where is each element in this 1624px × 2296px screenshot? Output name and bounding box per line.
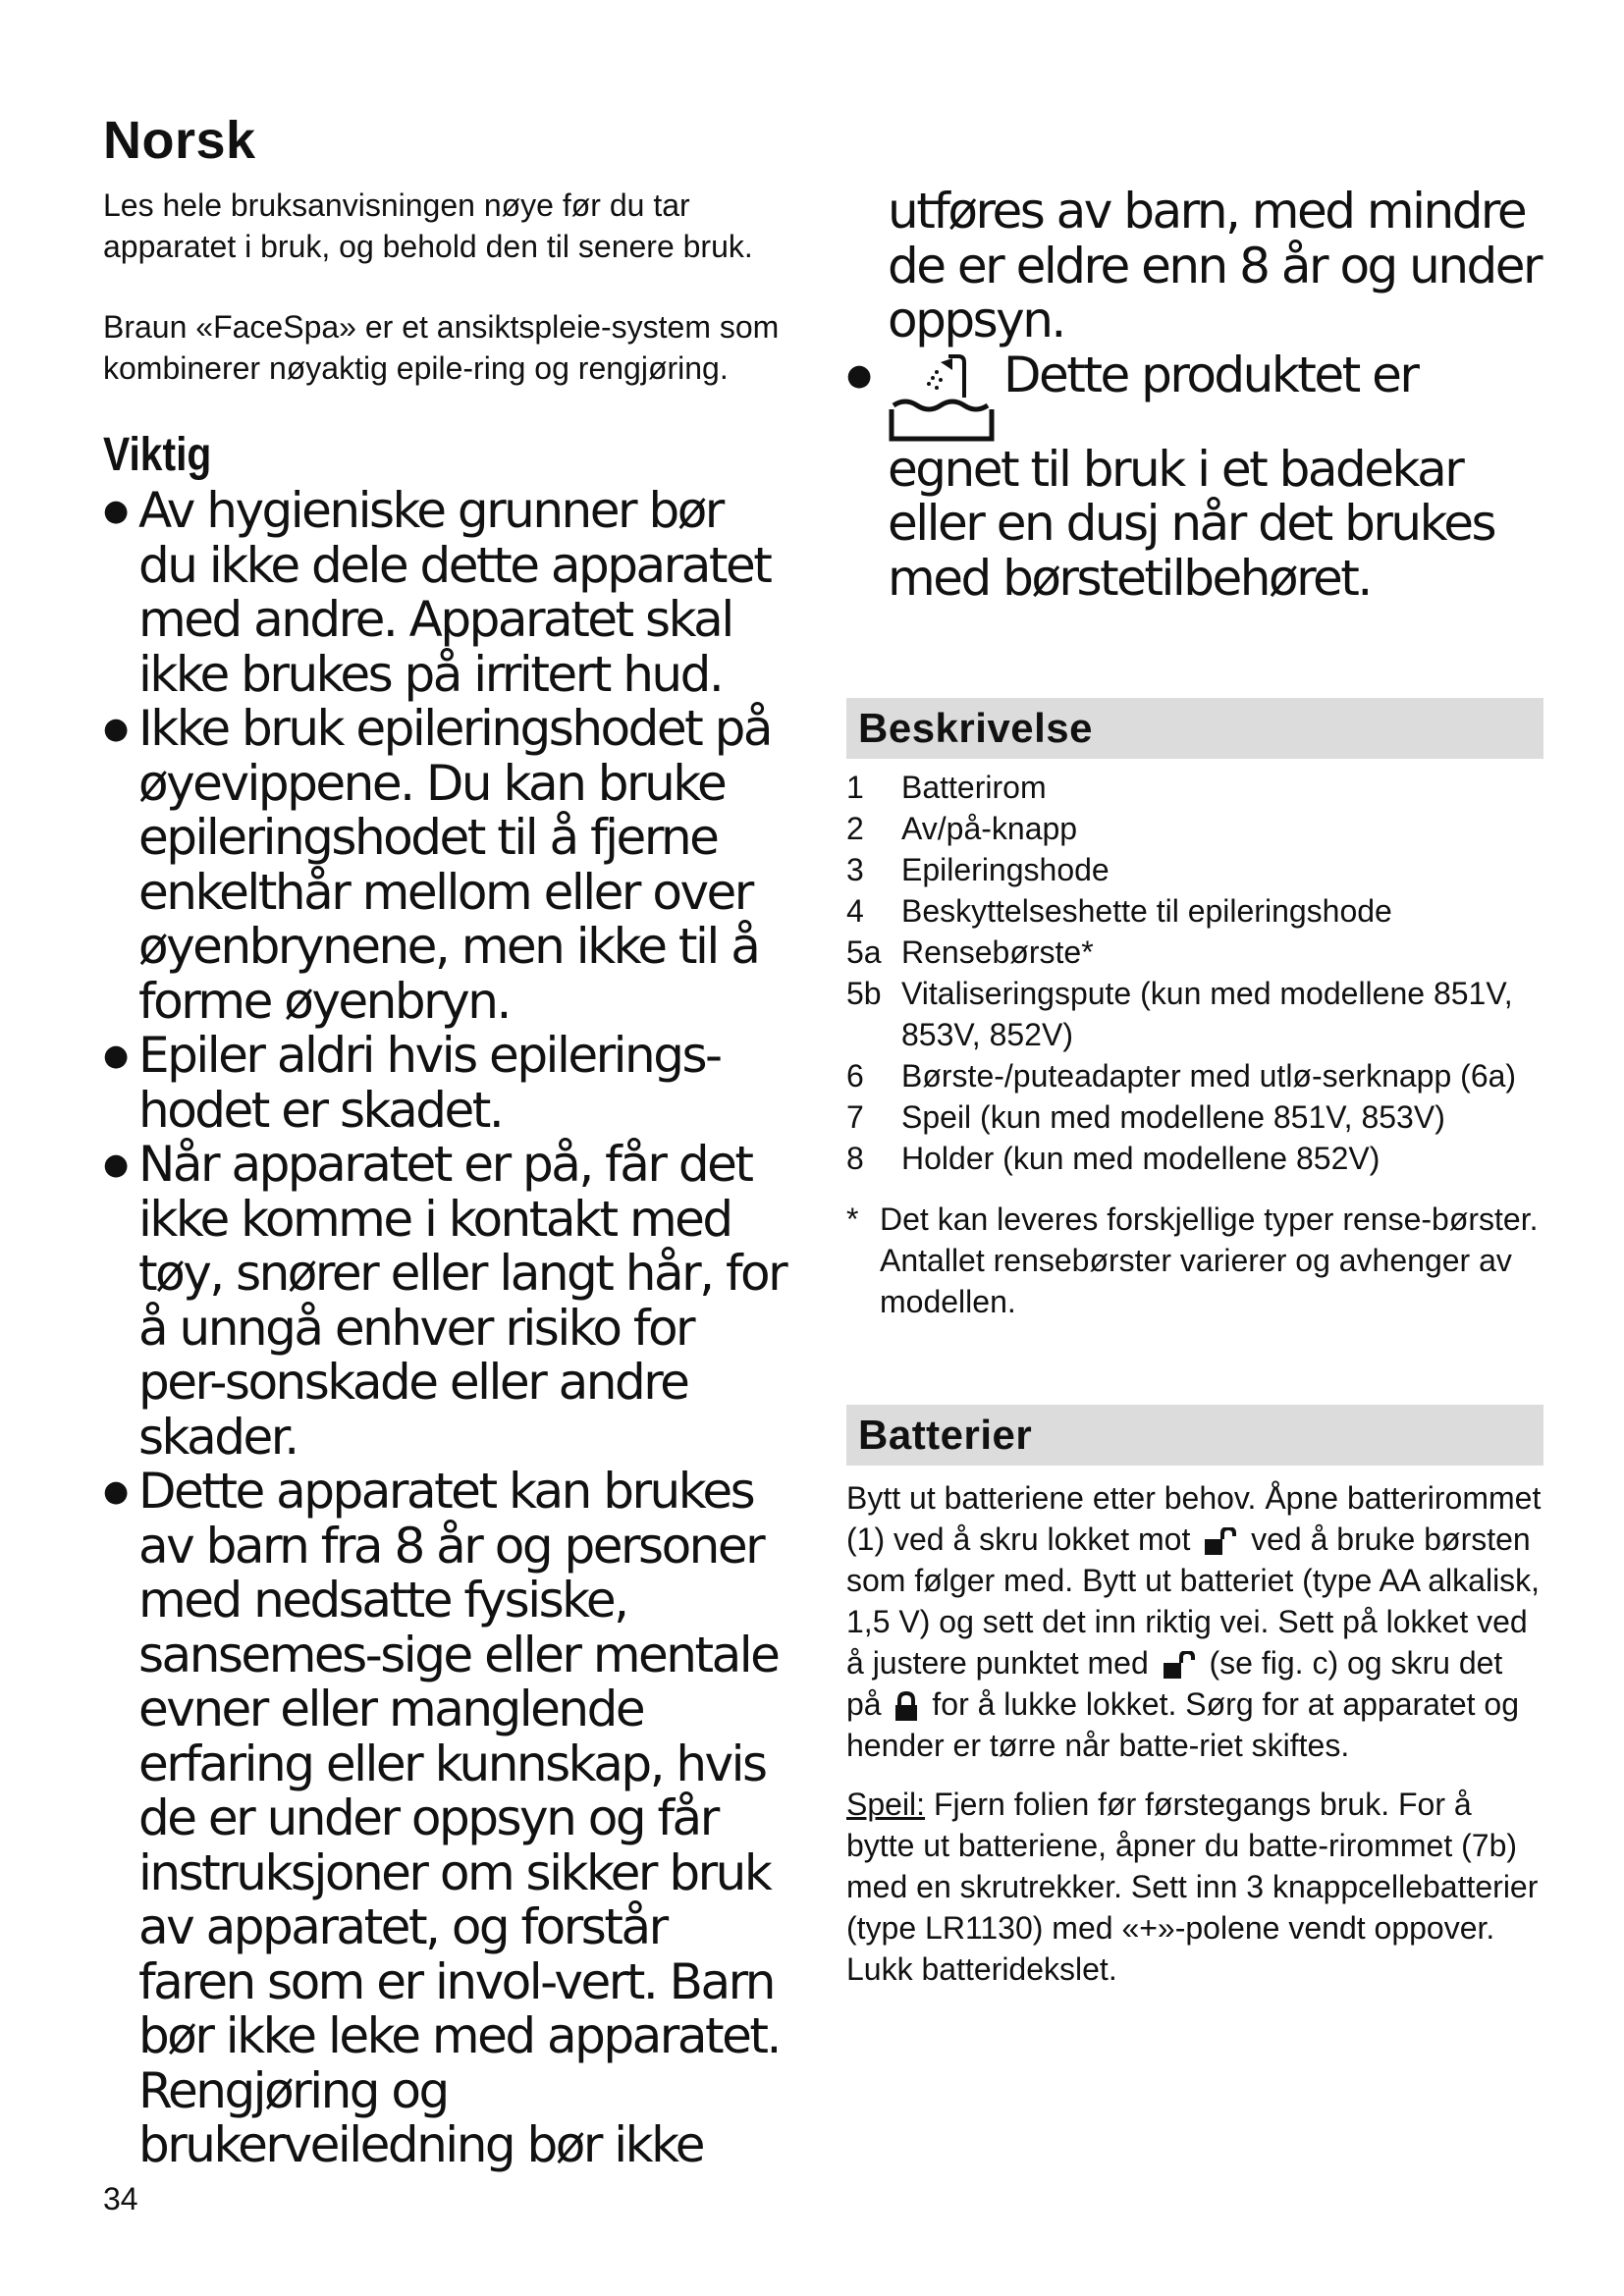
footnote-star: * bbox=[846, 1201, 859, 1237]
description-item: 5a Rensebørste* bbox=[846, 934, 1094, 970]
description-list bbox=[846, 767, 1543, 1179]
important-item: ● Epiler aldri hvis epilerings-hodet er skadet. bbox=[103, 1029, 790, 1138]
important-item: ● Når apparatet er på, får det ikke komme i kontakt med tøy, snører eller langt hår, for å unngå enhver risiko for per-sonskade eller andre skader. bbox=[103, 1138, 790, 1465]
batteries-paragraph: Bytt ut batteriene etter behov. Åpne batterirommet (1) ved å skru lokket mot ved å bruke børsten som følger med. Bytt ut batteriet (type AA alkalisk, 1,5 V) og sett det inn riktig vei. Sett på lokket ved å justere punktet med (se fig. c) og skru det på for å lukke lokket. Sørg for at apparatet og hender er tørre når batte-riet skiftes. bbox=[846, 1480, 1542, 1763]
unlock-icon bbox=[1203, 1527, 1238, 1557]
description-item: 3 Epileringshode bbox=[846, 852, 1110, 887]
page-title: Norsk bbox=[103, 111, 256, 170]
intro-paragraph-2: Braun «FaceSpa» er et ansiktspleie-system som kombinerer nøyaktig epile-ring og rengjøring. bbox=[103, 309, 780, 386]
description-item: 1 Batterirom bbox=[846, 770, 1047, 805]
page-number: 34 bbox=[103, 2181, 138, 2216]
mirror-text: Fjern folien før førstegangs bruk. For å bytte ut batteriene, åpner du batte-rirommet (7b) med en skrutrekker. Sett inn 3 knappcellebatterier (type LR1130) med «+»-polene vendt oppover. Lukk batteridekslet. bbox=[846, 1787, 1539, 1987]
mirror-paragraph bbox=[846, 1784, 1543, 1990]
important-item: ● Dette apparatet kan brukes av barn fra 8 år og personer med nedsatte fysiske, sansemes-sige eller mentale evner eller manglende erfaring eller kunnskap, hvis de er under oppsyn og får instruksjoner om sikker bruk av apparatet, og forstår faren som er invol-vert. Barn bør ikke leke med apparatet. Rengjøring og brukerveiledning bør ikke bbox=[103, 1465, 790, 2173]
footnote bbox=[846, 1199, 1543, 1322]
lock-icon bbox=[893, 1691, 919, 1723]
footnote-text: Det kan leveres forskjellige typer rense-børster. Antallet rensebørster varierer og avhenger av modellen. bbox=[880, 1201, 1539, 1319]
left-column bbox=[103, 110, 790, 2173]
continuation-text: utføres av barn, med mindre de er eldre enn 8 år og under oppsyn. bbox=[888, 183, 1542, 348]
description-section-header bbox=[846, 698, 1543, 759]
batteries-heading: Batterier bbox=[858, 1412, 1033, 1458]
right-column bbox=[846, 185, 1543, 1990]
bath-bullet-list bbox=[846, 348, 1543, 607]
important-list bbox=[103, 484, 790, 2173]
important-heading: Viktig bbox=[103, 429, 212, 481]
bath-bullet bbox=[846, 348, 1543, 607]
description-item: 2 Av/på-knapp bbox=[846, 811, 1078, 846]
description-item: 6 Børste-/puteadapter med utlø-serknapp (6a) bbox=[846, 1058, 1517, 1094]
important-item: ● Av hygieniske grunner bør du ikke dele dette apparatet med andre. Apparatet skal ikke brukes på irritert hud. bbox=[103, 484, 790, 702]
description-item: 8 Holder (kun med modellene 852V) bbox=[846, 1141, 1380, 1176]
unlock-dot-icon bbox=[1162, 1651, 1197, 1681]
description-item: 7 Speil (kun med modellene 851V, 853V) bbox=[846, 1099, 1445, 1135]
batteries-section-header bbox=[846, 1405, 1543, 1466]
mirror-label: Speil: bbox=[846, 1787, 926, 1822]
description-item: 4 Beskyttelseshette til epileringshode bbox=[846, 893, 1392, 929]
important-item: ● Ikke bruk epileringshodet på øyevippene. Du kan bruke epileringshodet til å fjerne enkelthår mellom eller over øyenbrynene, men ikke til å forme øyenbryn. bbox=[103, 702, 790, 1029]
bath-shower-icon bbox=[888, 354, 996, 443]
intro-paragraph: Les hele bruksanvisningen nøye før du tar apparatet i bruk, og behold den til senere bruk. bbox=[103, 187, 753, 264]
description-heading: Beskrivelse bbox=[858, 705, 1094, 751]
description-item: 5b Vitaliseringspute (kun med modellene 851V, 853V, 852V) bbox=[846, 976, 1513, 1052]
bath-bullet-text: Dette produktet er egnet til bruk i et badekar eller en dusj når det brukes med børstetilbehøret. bbox=[888, 346, 1495, 607]
